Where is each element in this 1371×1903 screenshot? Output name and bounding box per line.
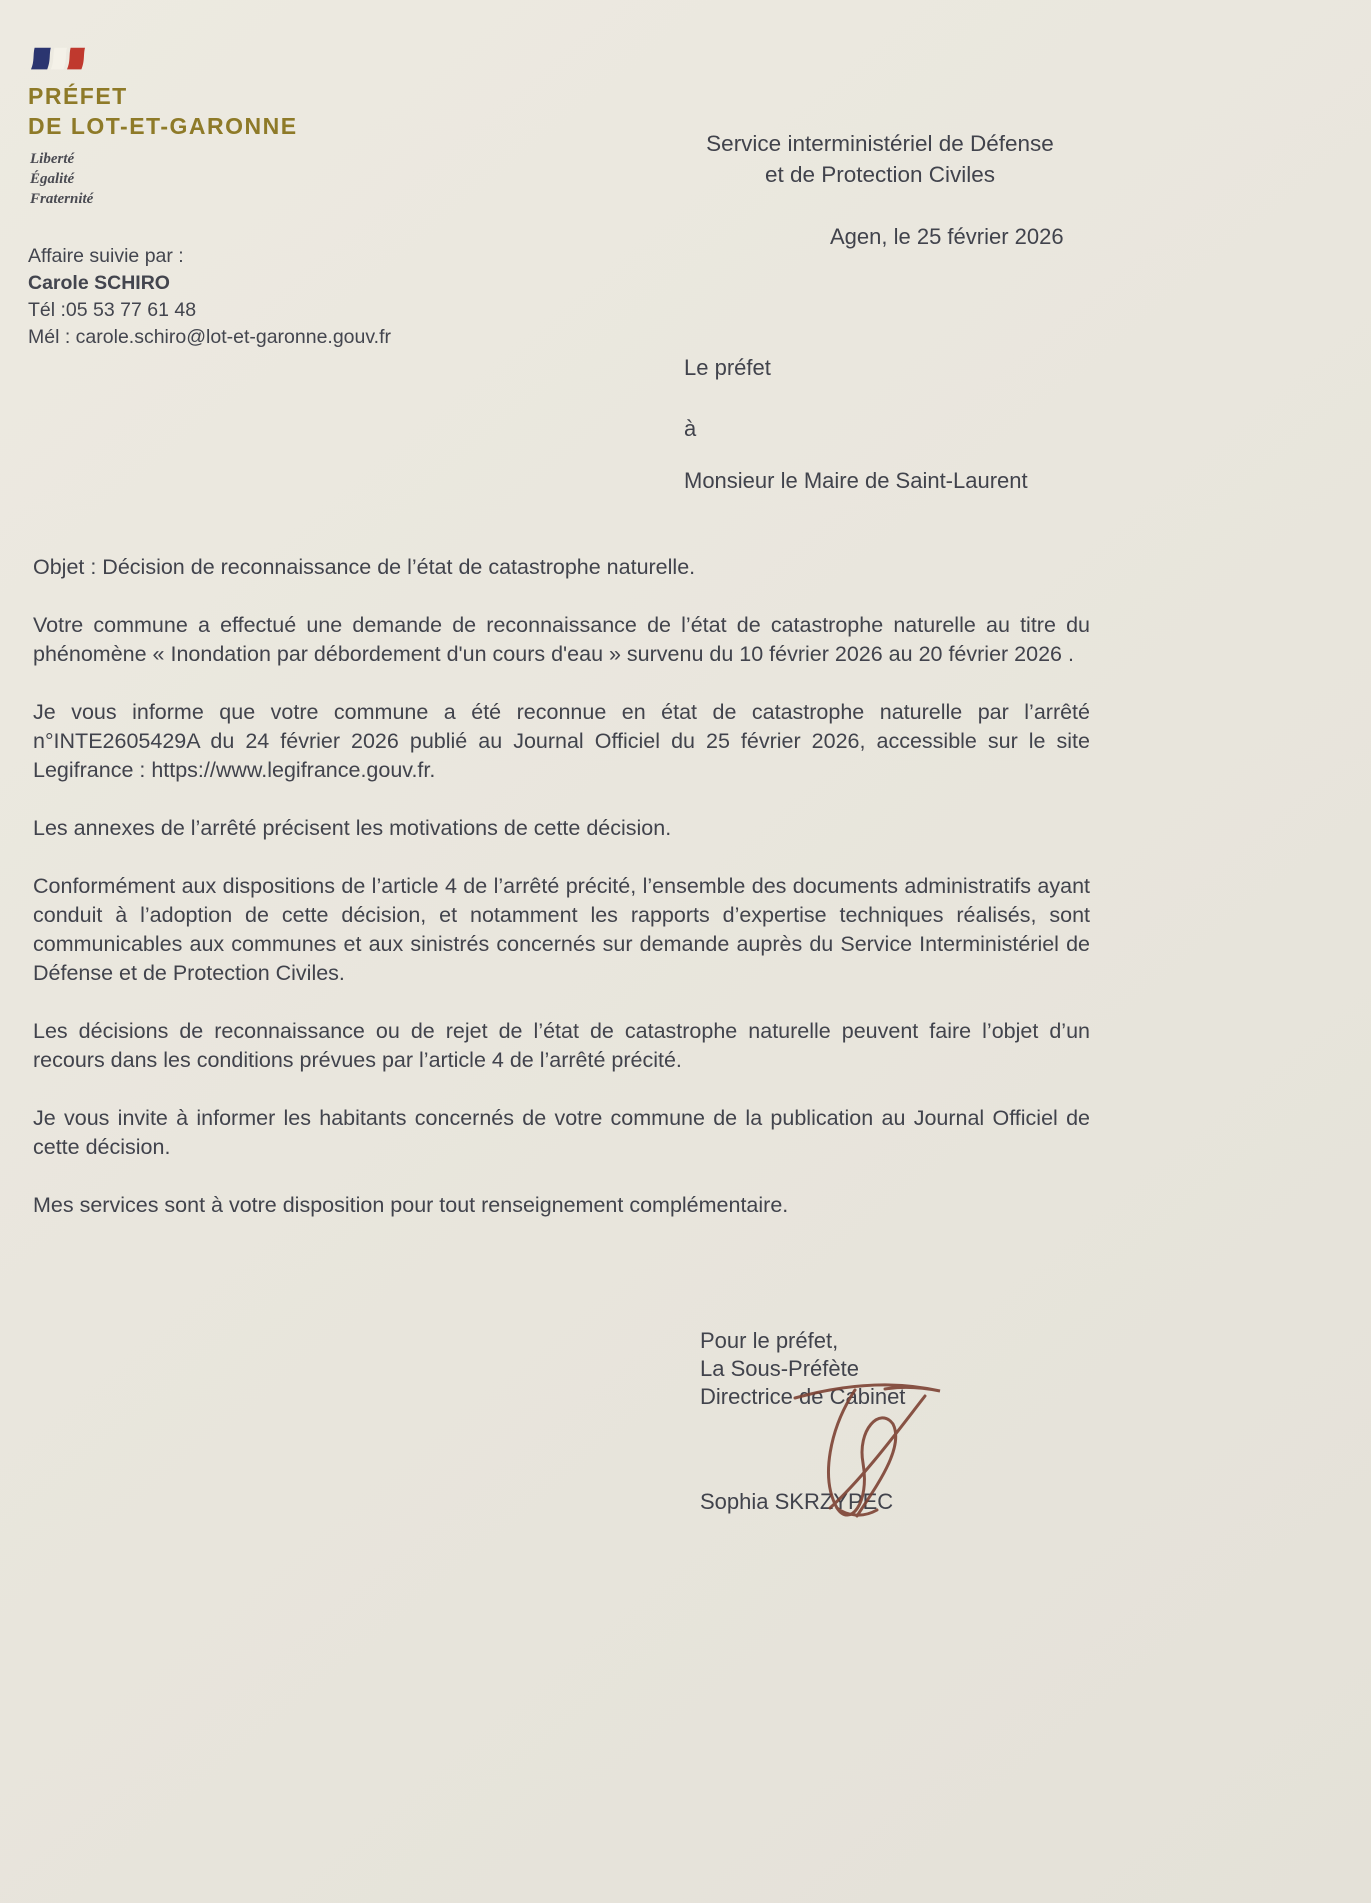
contact-phone: Tél :05 53 77 61 48 [28, 299, 197, 321]
french-flag-icon [30, 46, 86, 73]
prefet-title-line1: PRÉFET [28, 83, 128, 109]
motto-fraternite: Fraternité [30, 191, 94, 207]
recipient-name: Monsieur le Maire de Saint-Laurent [684, 468, 1028, 493]
paragraph-4: Conformément aux dispositions de l’article 4 de l’arrêté précité, l’ensemble des documents administratifs ayant conduit à l’adoption de cette décision, et notamment les rapports d’expertise techniques réalisés, sont communicables aux communes et aux sinistrés concernés sur demande auprès du Service Interministériel de Défense et de Protection Civiles. [33, 874, 1090, 985]
paragraph-2: Je vous informe que votre commune a été reconnue en état de catastrophe naturelle par l’arrêté n°INTE2605429A du 24 février 2026 publié au Journal Officiel du 25 février 2026, accessible sur le site Legifrance : https://www.legifrance.gouv.fr. [33, 700, 1090, 782]
paragraph-6: Je vous invite à informer les habitants concernés de votre commune de la publication au Journal Officiel de cette décision. [33, 1106, 1090, 1159]
contact-email: Mél : carole.schiro@lot-et-garonne.gouv.fr [28, 326, 392, 348]
signature-line3: Directrice de Cabinet [700, 1384, 906, 1409]
signature-name: Sophia SKRZYPEC [700, 1489, 894, 1514]
paragraph-3: Les annexes de l’arrêté précisent les motivations de cette décision. [33, 816, 672, 840]
place-date: Agen, le 25 février 2026 [830, 224, 1064, 249]
paragraph-7: Mes services sont à votre disposition pour tout renseignement complémentaire. [33, 1193, 789, 1217]
motto-egalite: Égalité [30, 171, 75, 187]
contact-name: Carole SCHIRO [28, 272, 170, 294]
contact-block [28, 243, 391, 351]
recipient-preposition: à [684, 416, 697, 441]
signature-line1: Pour le préfet, [700, 1328, 839, 1353]
letter-body [33, 553, 1090, 1220]
prefecture-logo-block [28, 46, 298, 209]
prefet-title-line2: DE LOT-ET-GARONNE [28, 113, 298, 139]
contact-label: Affaire suivie par : [28, 245, 184, 267]
paragraph-1: Votre commune a effectué une demande de reconnaissance de l’état de catastrophe naturelle au titre du phénomène « Inondation par débordement d'un cours d'eau » survenu du 10 février 2026 au 20 février 2026 . [33, 613, 1090, 666]
motto-liberte: Liberté [30, 151, 75, 167]
subject-line: Objet : Décision de reconnaissance de l’état de catastrophe naturelle. [33, 555, 696, 579]
signature-block [700, 1327, 905, 1411]
service-line1: Service interministériel de Défense [706, 131, 1054, 156]
service-line2: et de Protection Civiles [764, 162, 996, 187]
service-block [670, 128, 1090, 190]
signature-line2: La Sous-Préfète [700, 1356, 859, 1381]
republic-motto [30, 149, 298, 209]
sender-title: Le préfet [684, 355, 771, 380]
paragraph-5: Les décisions de reconnaissance ou de rejet de l’état de catastrophe naturelle peuvent faire l’objet d’un recours dans les conditions prévues par l’article 4 de l’arrêté précité. [33, 1019, 1090, 1072]
